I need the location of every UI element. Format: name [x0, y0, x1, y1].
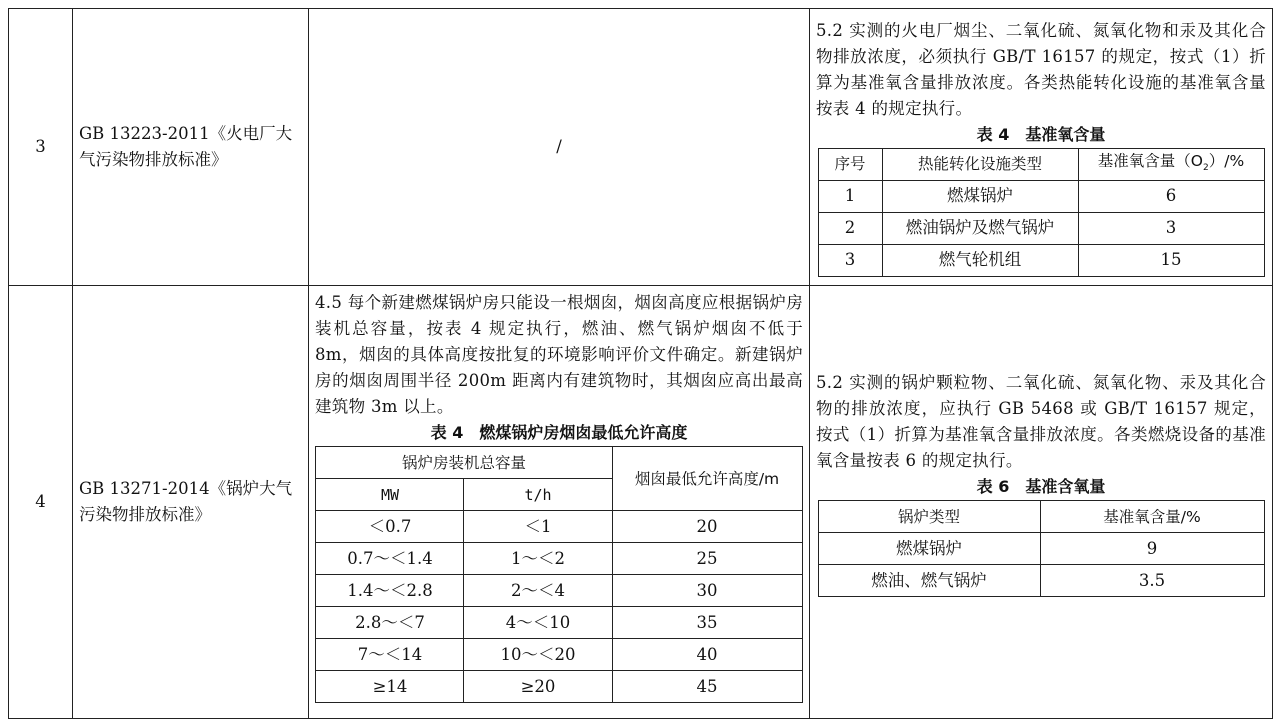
- cell: ≥20: [464, 671, 612, 703]
- cell: 35: [612, 607, 802, 639]
- standard-name: GB 13223-2011《火电厂大气污染物排放标准》: [73, 9, 309, 286]
- header-cell: 烟囱最低允许高度/m: [612, 447, 802, 511]
- header-cell: 序号: [818, 148, 882, 180]
- header-cell: t/h: [464, 479, 612, 511]
- inner-table-row: [316, 511, 802, 543]
- cell: 2～＜4: [464, 575, 612, 607]
- oxygen-table: [818, 148, 1265, 277]
- requirement-cell: [810, 286, 1273, 719]
- cell: ＜1: [464, 511, 612, 543]
- cell: 燃煤锅炉: [818, 533, 1040, 565]
- cell: 燃气轮机组: [882, 244, 1078, 276]
- cell: 1～＜2: [464, 543, 612, 575]
- cell: 25: [612, 543, 802, 575]
- inner-table-row: [818, 565, 1264, 597]
- row-number: 4: [9, 286, 73, 719]
- cell: 10～＜20: [464, 639, 612, 671]
- inner-table-row: [316, 543, 802, 575]
- cell: 3: [1078, 212, 1264, 244]
- header-cell: 热能转化设施类型: [882, 148, 1078, 180]
- cell: 燃油、燃气锅炉: [818, 565, 1040, 597]
- inner-table-row: [818, 244, 1264, 276]
- cell: 2: [818, 212, 882, 244]
- inner-header-row: [818, 501, 1264, 533]
- cell: 20: [612, 511, 802, 543]
- header-cell: [1078, 148, 1264, 180]
- chimney-requirement-cell: [309, 286, 810, 719]
- cell: 7～＜14: [316, 639, 464, 671]
- cell: 2.8～＜7: [316, 607, 464, 639]
- cell: 6: [1078, 180, 1264, 212]
- header-subscript: 2: [1203, 162, 1209, 173]
- inner-table-row: [316, 639, 802, 671]
- requirement-text: 4.5 每个新建燃煤锅炉房只能设一根烟囱，烟囱高度应根据锅炉房装机总容量，按表 4 规定执行，燃油、燃气锅炉烟囱不低于 8m，烟囱的具体高度按批复的环境影响评价文件确定。新建锅炉房的烟囱周围半径 200m 距离内有建筑物时，其烟囱应高出最高建筑物 3m 以上。: [315, 293, 803, 417]
- table-caption: 表 6 基准含氧量: [976, 477, 1106, 497]
- cell: 1.4～＜2.8: [316, 575, 464, 607]
- inner-table-row: [316, 671, 802, 703]
- cell: ＜0.7: [316, 511, 464, 543]
- inner-header-row: [316, 447, 802, 479]
- requirement-text: 5.2 实测的火电厂烟尘、二氧化硫、氮氧化物和汞及其化合物排放浓度，必须执行 GB/T 16157 的规定，按式（1）折算为基准氧含量排放浓度。各类热能转化设施的基准氧含量按表 4 的规定执行。: [816, 20, 1266, 118]
- cell: 3.5: [1040, 565, 1264, 597]
- requirement-cell: [810, 9, 1273, 286]
- cell: 40: [612, 639, 802, 671]
- header-cell: 锅炉房装机总容量: [316, 447, 612, 479]
- requirement-text: 5.2 实测的锅炉颗粒物、二氧化硫、氮氧化物、汞及其化合物的排放浓度，应执行 GB 5468 或 GB/T 16157 规定，按式（1）折算为基准氧含量排放浓度。各类燃烧设备的基准氧含量按表 6 的规定执行。: [816, 373, 1266, 471]
- cell: 1: [818, 180, 882, 212]
- cell: 0.7～＜1.4: [316, 543, 464, 575]
- header-cell: 基准氧含量/%: [1040, 501, 1264, 533]
- header-cell: 锅炉类型: [818, 501, 1040, 533]
- table-row: [9, 286, 1273, 719]
- cell: 15: [1078, 244, 1264, 276]
- table-caption: 表 4 燃煤锅炉房烟囱最低允许高度: [430, 423, 688, 443]
- inner-header-row: [818, 148, 1264, 180]
- cell: 燃煤锅炉: [882, 180, 1078, 212]
- row-number: 3: [9, 9, 73, 286]
- inner-table-row: [818, 180, 1264, 212]
- inner-table-row: [316, 607, 802, 639]
- cell: ≥14: [316, 671, 464, 703]
- cell: 燃油锅炉及燃气锅炉: [882, 212, 1078, 244]
- oxygen-table: [818, 500, 1265, 597]
- header-suffix: ）/%: [1208, 151, 1245, 170]
- cell: 30: [612, 575, 802, 607]
- table-caption: 表 4 基准氧含量: [976, 124, 1106, 144]
- cell: 9: [1040, 533, 1264, 565]
- cell: 3: [818, 244, 882, 276]
- cell: 45: [612, 671, 802, 703]
- table-row: [9, 9, 1273, 286]
- inner-table-row: [818, 212, 1264, 244]
- chimney-height-table: [315, 446, 802, 703]
- inner-table-row: [818, 533, 1264, 565]
- inner-table-row: [316, 575, 802, 607]
- standard-name: GB 13271-2014《锅炉大气污染物排放标准》: [73, 286, 309, 719]
- cell: 4～＜10: [464, 607, 612, 639]
- header-cell: MW: [316, 479, 464, 511]
- placeholder-slash: /: [309, 9, 810, 286]
- header-prefix: 基准氧含量（O: [1097, 151, 1203, 170]
- standards-table: [8, 8, 1273, 719]
